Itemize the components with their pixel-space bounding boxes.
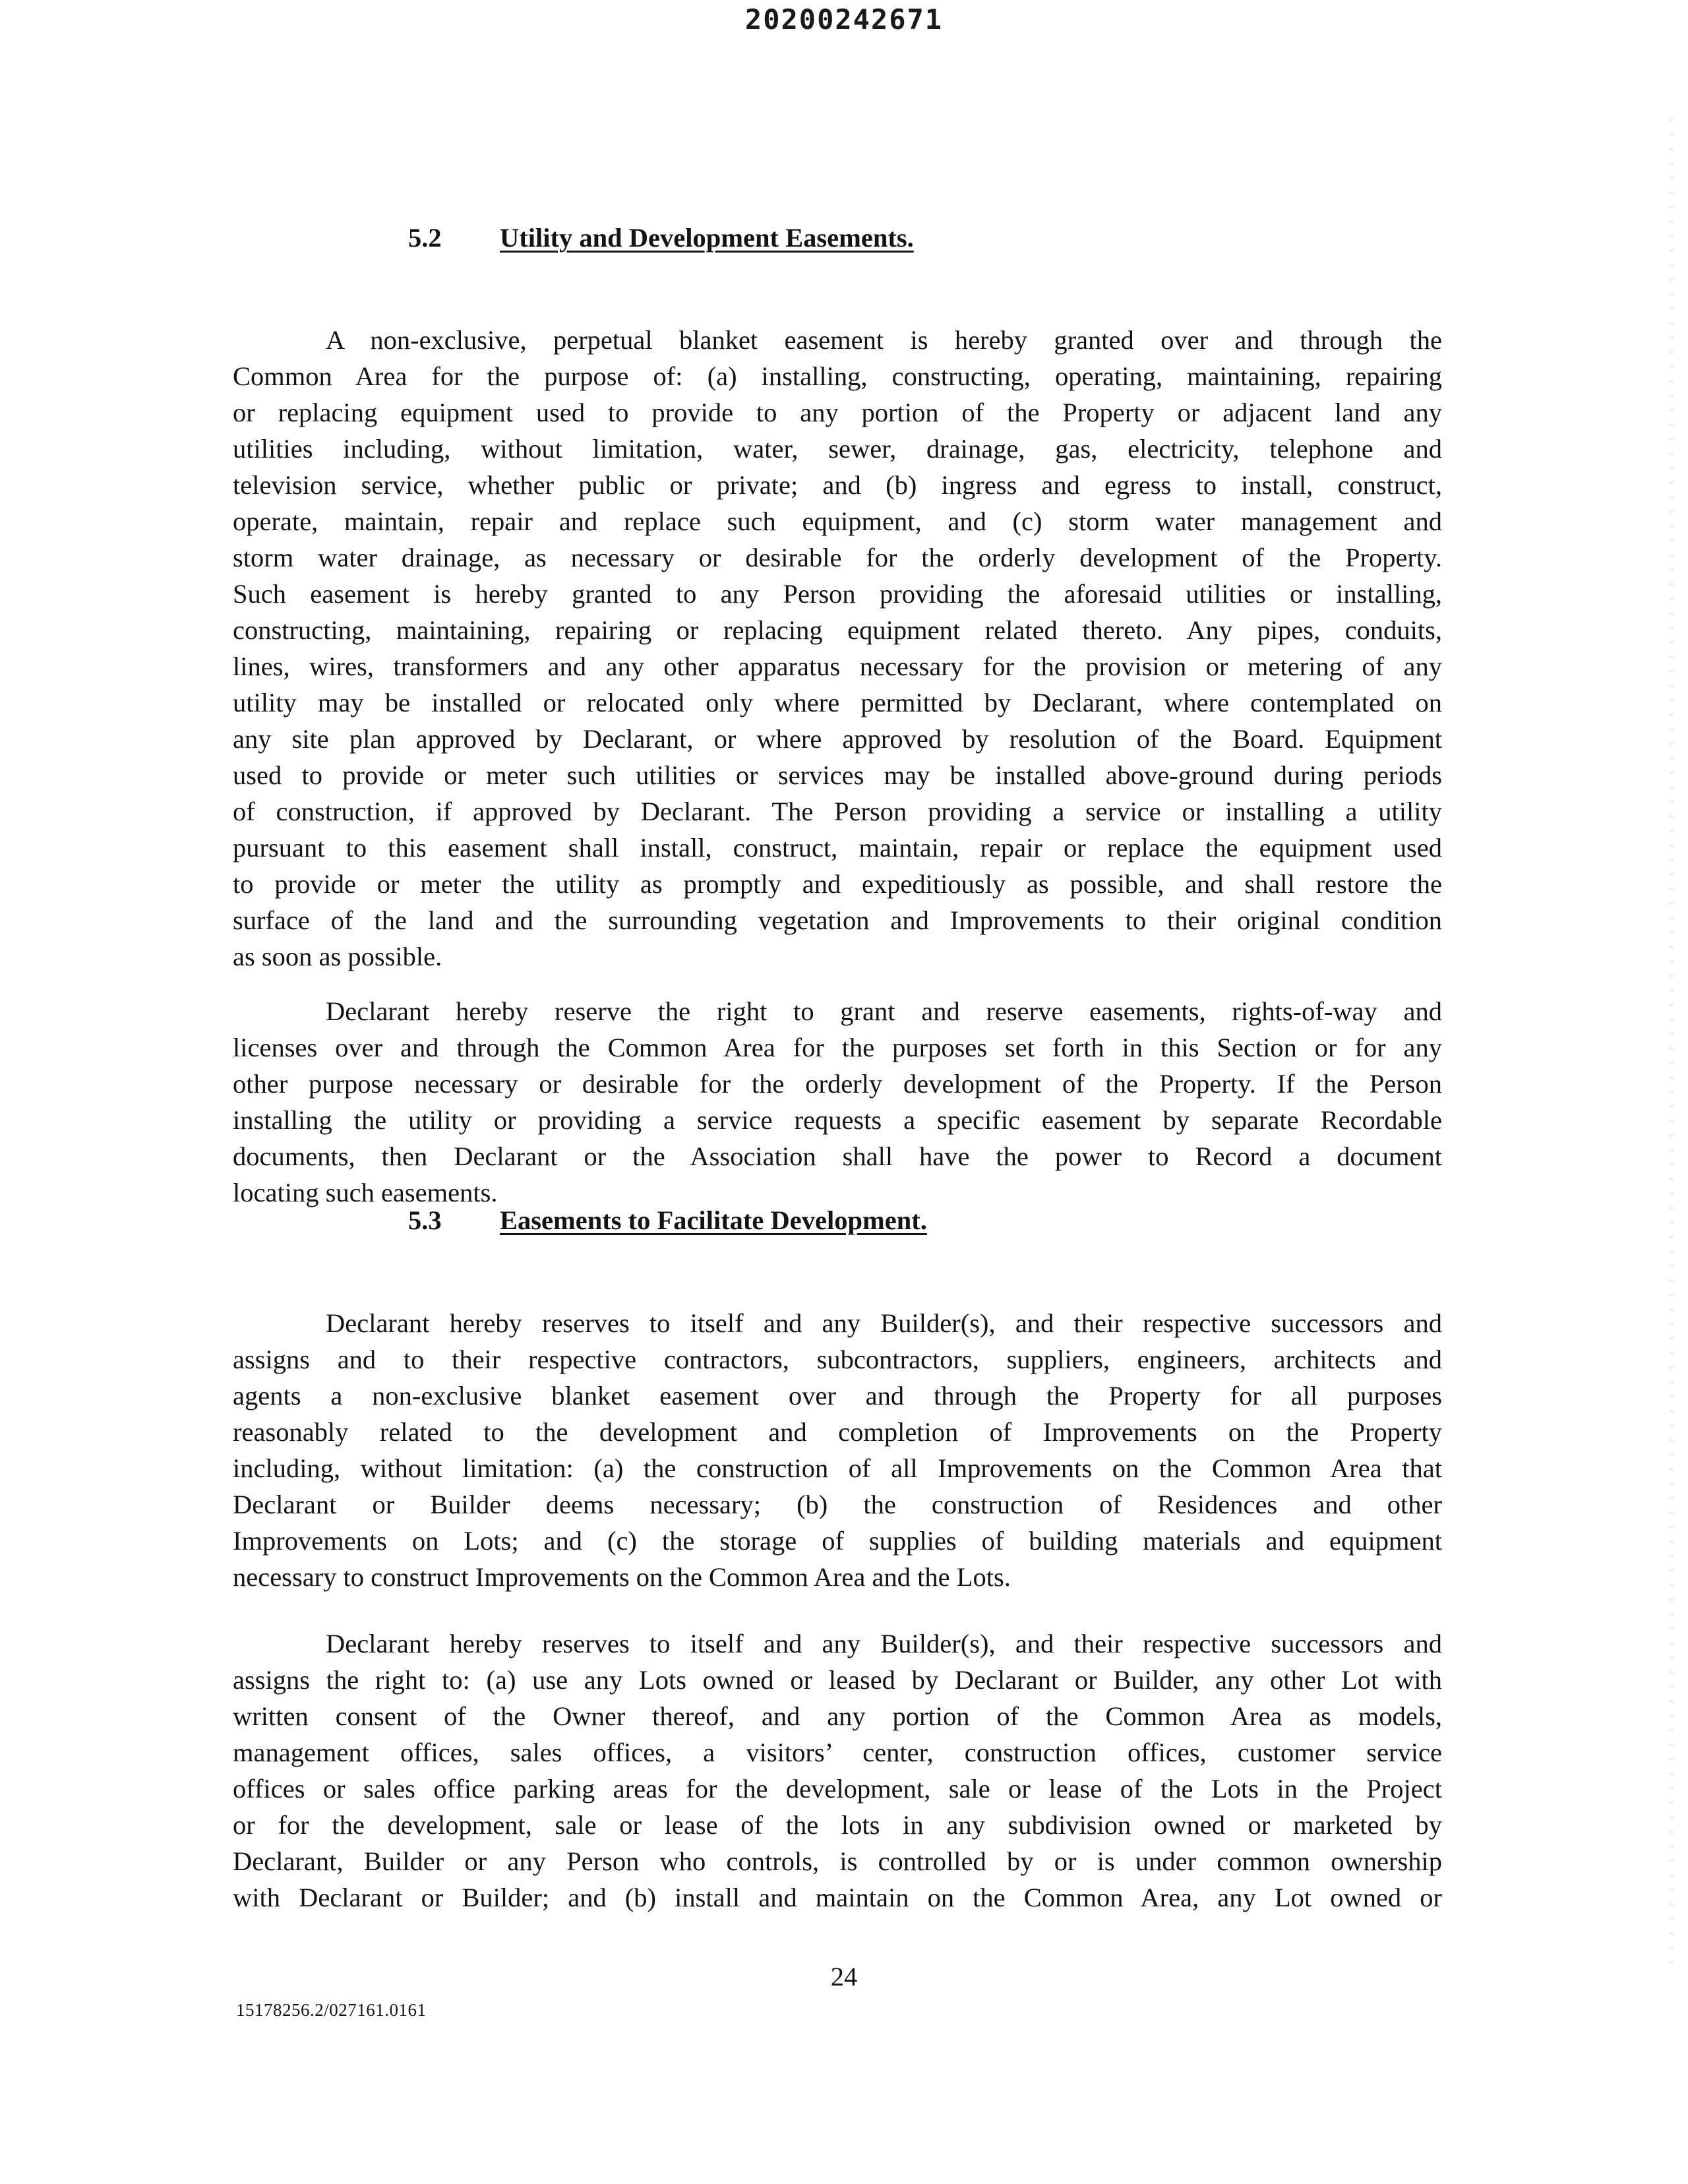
paragraph-line: used to provide or meter such utilities or services may be installed above-ground during periods — [233, 760, 1442, 790]
paragraph-line: reasonably related to the development and completion of Improvements on the Property — [233, 1417, 1442, 1447]
paragraph-line: necessary to construct Improvements on the Common Area and the Lots. — [233, 1562, 1011, 1592]
paragraph-line: Declarant, Builder or any Person who controls, is controlled by or is under common ownership — [233, 1846, 1442, 1876]
paragraph-line: locating such easements. — [233, 1178, 498, 1207]
paragraph-line: Such easement is hereby granted to any Person providing the aforesaid utilities or installing, — [233, 579, 1442, 609]
page-number: 24 — [830, 1962, 858, 1991]
section-title: Utility and Development Easements. — [500, 223, 914, 253]
paragraph-line: utility may be installed or relocated only where permitted by Declarant, where contemplated on — [233, 688, 1442, 717]
paragraph-development-easement — [233, 1305, 1442, 1595]
paragraph-line: as soon as possible. — [233, 942, 442, 971]
paragraph-line: assigns the right to: (a) use any Lots owned or leased by Declarant or Builder, any other Lot with — [233, 1665, 1442, 1695]
paragraph-utility-easement — [233, 322, 1442, 975]
paragraph-line: television service, whether public or private; and (b) ingress and egress to install, construct, — [233, 470, 1442, 500]
paragraph-line: of construction, if approved by Declarant. The Person providing a service or installing a utility — [233, 797, 1442, 826]
paragraph-line: Declarant hereby reserves to itself and any Builder(s), and their respective successors and — [326, 1629, 1442, 1658]
paragraph-line: agents a non-exclusive blanket easement over and through the Property for all purposes — [233, 1381, 1442, 1410]
paragraph-builder-rights — [233, 1625, 1442, 1916]
paragraph-reserve-easements — [233, 993, 1442, 1211]
paragraph-line: pursuant to this easement shall install, construct, maintain, repair or replace the equipment used — [233, 833, 1442, 863]
paragraph-line: storm water drainage, as necessary or desirable for the orderly development of the Property. — [233, 543, 1442, 572]
document-id: 15178256.2/027161.0161 — [236, 2000, 427, 2020]
paragraph-line: surface of the land and the surrounding vegetation and Improvements to their original condition — [233, 905, 1442, 935]
paragraph-line: offices or sales office parking areas for the development, sale or lease of the Lots in the Project — [233, 1774, 1442, 1804]
paragraph-line: assigns and to their respective contractors, subcontractors, suppliers, engineers, architects and — [233, 1345, 1442, 1374]
paragraph-line: management offices, sales offices, a visitors’ center, construction offices, customer service — [233, 1738, 1442, 1767]
paragraph-line: documents, then Declarant or the Association shall have the power to Record a document — [233, 1141, 1442, 1171]
paragraph-line: with Declarant or Builder; and (b) install and maintain on the Common Area, any Lot owned or — [233, 1883, 1442, 1912]
paragraph-line: Declarant or Builder deems necessary; (b) the construction of Residences and other — [233, 1490, 1442, 1519]
paragraph-line: any site plan approved by Declarant, or where approved by resolution of the Board. Equipment — [233, 724, 1442, 754]
paragraph-line: installing the utility or providing a service requests a specific easement by separate Recordable — [233, 1105, 1442, 1135]
paragraph-line: constructing, maintaining, repairing or replacing equipment related thereto. Any pipes, conduits, — [233, 615, 1442, 645]
paragraph-line: other purpose necessary or desirable for the orderly development of the Property. If the Person — [233, 1069, 1442, 1099]
paragraph-line: Improvements on Lots; and (c) the storage of supplies of building materials and equipment — [233, 1526, 1442, 1556]
paragraph-line: or replacing equipment used to provide to any portion of the Property or adjacent land any — [233, 398, 1442, 427]
paragraph-line: licenses over and through the Common Area for the purposes set forth in this Section or for any — [233, 1033, 1442, 1062]
paragraph-line: A non-exclusive, perpetual blanket easement is hereby granted over and through the — [326, 325, 1442, 355]
paragraph-line: or for the development, sale or lease of the lots in any subdivision owned or marketed by — [233, 1810, 1442, 1840]
section-title: Easements to Facilitate Development. — [500, 1205, 927, 1235]
paragraph-line: to provide or meter the utility as promptly and expeditiously as possible, and shall restore the — [233, 869, 1442, 899]
paragraph-line: operate, maintain, repair and replace such equipment, and (c) storm water management and — [233, 506, 1442, 536]
paragraph-line: Declarant hereby reserve the right to grant and reserve easements, rights-of-way and — [326, 996, 1442, 1026]
paragraph-line: Common Area for the purpose of: (a) installing, constructing, operating, maintaining, repairing — [233, 361, 1442, 391]
section-number: 5.2 — [408, 223, 442, 253]
section-number: 5.3 — [408, 1205, 442, 1235]
paragraph-line: written consent of the Owner thereof, and any portion of the Common Area as models, — [233, 1701, 1442, 1731]
recording-number: 20200242671 — [744, 3, 944, 36]
paragraph-line: utilities including, without limitation, water, sewer, drainage, gas, electricity, telephone and — [233, 434, 1442, 464]
paragraph-line: including, without limitation: (a) the construction of all Improvements on the Common Area that — [233, 1453, 1442, 1483]
paragraph-line: Declarant hereby reserves to itself and any Builder(s), and their respective successors and — [326, 1308, 1442, 1338]
scan-margin-marks — [1670, 119, 1673, 1965]
paragraph-line: lines, wires, transformers and any other apparatus necessary for the provision or metering of any — [233, 652, 1442, 681]
